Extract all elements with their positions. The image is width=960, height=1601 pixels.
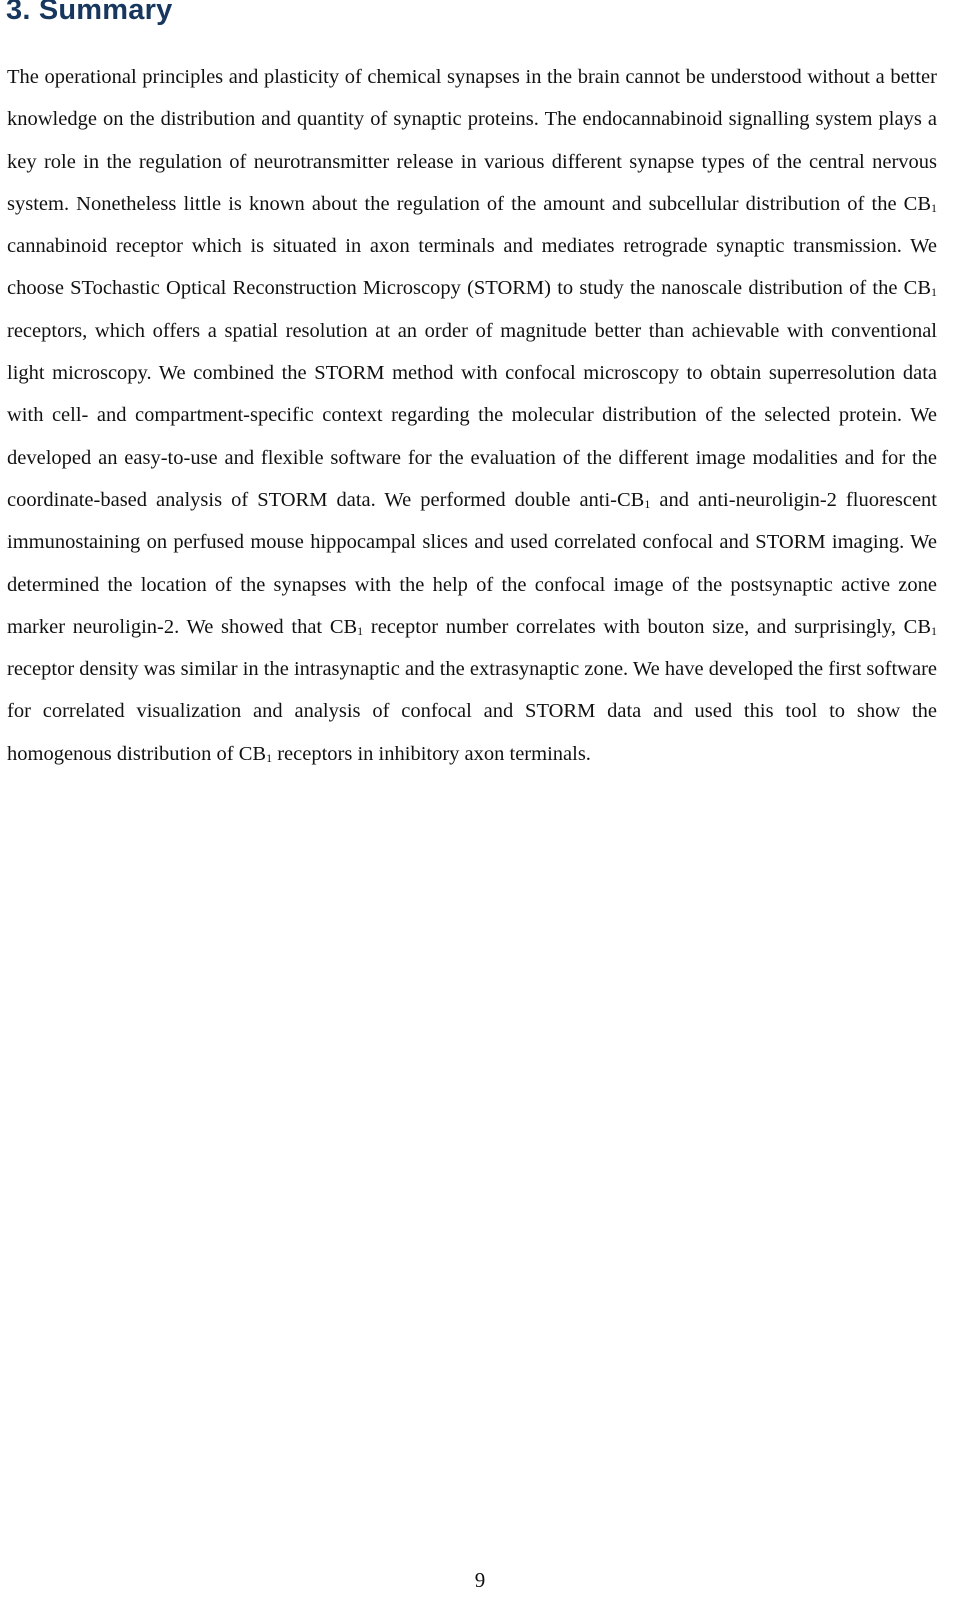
text-segment: receptor number correlates with bouton size, and surprisingly, CB: [363, 615, 931, 638]
subscript-1: 1: [357, 623, 364, 638]
subscript-1: 1: [931, 623, 937, 638]
text-segment: receptors in inhibitory axon terminals.: [272, 742, 591, 765]
subscript-1: 1: [644, 496, 651, 511]
text-segment: cannabinoid receptor which is situated in axon terminals and mediates retrograde synaptic transmission. We choose STochastic Optical Reconstruction Microscopy (STORM) to study the nanoscale distribution of the CB: [7, 235, 937, 300]
text-segment: receptors, which offers a spatial resolution at an order of magnitude better than achievable with conventional light microscopy. We combined the STORM method with confocal microscopy to obtain superresolution data with cell- and compartment-specific context regarding the molecular distribution of the selected protein. We developed an easy-to-use and flexible software for the evaluation of the different image modalities and for the coordinate-based analysis of STORM data. We performed double anti-CB: [7, 319, 937, 511]
summary-paragraph: [7, 56, 937, 775]
text-segment: receptor density was similar in the intrasynaptic and the extrasynaptic zone. We have developed the first software for correlated visualization and analysis of confocal and STORM data and used this tool to show the homogenous distribution of CB: [7, 658, 937, 765]
section-heading: 3. Summary: [6, 0, 173, 26]
subscript-1: 1: [266, 750, 273, 765]
subscript-1: 1: [931, 200, 937, 215]
text-segment: and anti-neuroligin-2 fluorescent immunostaining on perfused mouse hippocampal slices and used correlated confocal and STORM imaging. We determined the location of the synapses with the help of the confocal image of the postsynaptic active zone marker neuroligin-2. We showed that CB: [7, 488, 937, 638]
page-number: 9: [474, 1568, 486, 1592]
text-segment: The operational principles and plasticity of chemical synapses in the brain cannot be understood without a better knowledge on the distribution and quantity of synaptic proteins. The endocannabinoid signalling system plays a key role in the regulation of neurotransmitter release in various different synapse types of the central nervous system. Nonetheless little is known about the regulation of the amount and subcellular distribution of the CB: [7, 66, 937, 215]
subscript-1: 1: [931, 285, 937, 300]
